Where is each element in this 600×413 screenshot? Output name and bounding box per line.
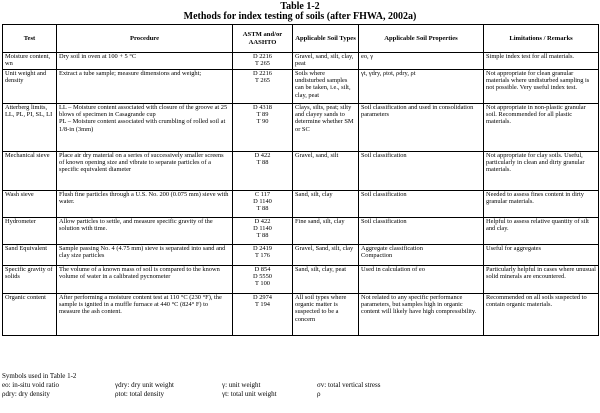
table-row (3, 218, 599, 245)
symbol-void-ratio: eo: in-situ void ratio (2, 381, 59, 389)
soil-types-cell: Sand, silt, clay, peat (293, 266, 359, 294)
symbol-unit-weight: γ: unit weight (222, 381, 261, 389)
soil-properties-cell: Used in calculation of eo (359, 266, 484, 294)
remarks-cell: Needed to assess fines content in dirty granular materials. (484, 191, 599, 218)
astm-cell: D 2216 T 265 (233, 70, 293, 104)
procedure-cell: The volume of a known mass of soil is compared to the known volume of water in a calibrated pycnometer (57, 266, 233, 294)
test-cell: Specific gravity of solids (3, 266, 57, 294)
test-cell: Mechanical sieve (3, 152, 57, 191)
symbol-dry-unit-weight: γdry: dry unit weight (115, 381, 174, 389)
table-row (3, 294, 599, 336)
header-soil-properties: Applicable Soil Properties (359, 25, 484, 53)
soil-properties-cell: Soil classification (359, 191, 484, 218)
table-header-row (3, 25, 599, 53)
test-cell: Unit weight and density (3, 70, 57, 104)
test-cell: Organic content (3, 294, 57, 336)
procedure-cell: Allow particles to settle, and measure specific gravity of the solution with time. (57, 218, 233, 245)
test-cell: Moisture content, wn (3, 53, 57, 70)
remarks-cell: Helpful to assess relative quantity of silt and clay. (484, 218, 599, 245)
soil-properties-cell: Soil classification (359, 218, 484, 245)
remarks-cell: Simple index test for all materials. (484, 53, 599, 70)
remarks-cell: Not appropriate for clay soils. Useful, particularly in clean and dirty granular materials. (484, 152, 599, 191)
table-row (3, 70, 599, 104)
soil-properties-cell: eo, γ (359, 53, 484, 70)
symbol-total-density: ρtot: total density (115, 390, 164, 398)
soil-types-cell: Fine sand, silt, clay (293, 218, 359, 245)
remarks-cell: Useful for aggregates (484, 245, 599, 266)
table-row (3, 53, 599, 70)
remarks-cell: Recommended on all soils suspected to contain organic materials. (484, 294, 599, 336)
astm-cell: C 117 D 1140 T 88 (233, 191, 293, 218)
symbols-row-2 (2, 390, 321, 399)
procedure-cell: Sample passing No. 4 (4.75 mm) sieve is separated into sand and clay size particles (57, 245, 233, 266)
procedure-cell: Dry soil in oven at 100 + 5 °C (57, 53, 233, 70)
procedure-cell: Place air dry material on a series of successively smaller screens of known opening size and vibrate to separate particles of a specific equivalent diameter (57, 152, 233, 191)
test-cell: Sand Equivalent (3, 245, 57, 266)
table-number: Table 1-2 (280, 1, 320, 12)
soil-properties-cell: Soil classification (359, 152, 484, 191)
soil-types-cell: Gravel, Sand, silt, clay (293, 245, 359, 266)
soil-types-cell: Clays, silts, peat; silty and clayey sands to determine whether SM or SC (293, 104, 359, 152)
header-soil-types: Applicable Soil Types (293, 25, 359, 53)
astm-cell: D 2216 T 265 (233, 53, 293, 70)
table-row (3, 245, 599, 266)
procedure-cell: Extract a tube sample; measure dimensions and weight; (57, 70, 233, 104)
test-cell: Wash sieve (3, 191, 57, 218)
header-astm: ASTM and/or AASHTO (233, 25, 293, 53)
table-row (3, 266, 599, 294)
astm-cell: D 2974 T 194 (233, 294, 293, 336)
symbol-total-unit-weight: γt: total unit weight (222, 390, 277, 398)
astm-cell: D 422 T 88 (233, 152, 293, 191)
table-row (3, 152, 599, 191)
remarks-cell: Not appropriate in non-plastic granular soil. Recommended for all plastic materials. (484, 104, 599, 152)
astm-cell: D 422 D 1140 T 88 (233, 218, 293, 245)
remarks-cell: Not appropriate for clean granular materials where undisturbed sampling is not possible. Very useful index test. (484, 70, 599, 104)
soil-types-cell: Soils where undisturbed samples can be taken, i.e., silt, clay, peat (293, 70, 359, 104)
header-procedure: Procedure (57, 25, 233, 53)
test-cell: Hydrometer (3, 218, 57, 245)
procedure-cell: LL – Moisture content associated with closure of the groove at 25 blows of specimen in Casagrande cup PL – Moisture content associated with crumbling of rolled soil at 1/8-in (3mm) (57, 104, 233, 152)
symbols-row-1 (2, 381, 380, 390)
symbol-vertical-stress: σv: total vertical stress (317, 381, 381, 389)
table-row (3, 104, 599, 152)
procedure-cell: Flush fine particles through a U.S. No. 200 (0.075 mm) sieve with water. (57, 191, 233, 218)
soil-types-cell: All soil types where organic matter is suspected to be a concern (293, 294, 359, 336)
soil-types-cell: Gravel, sand, silt, clay, peat (293, 53, 359, 70)
soil-types-cell: Gravel, sand, silt (293, 152, 359, 191)
symbol-dry-density: ρdry: dry density (2, 390, 50, 398)
soil-properties-cell: γt, γdry, ρtot, ρdry, ρt (359, 70, 484, 104)
table-title: Methods for index testing of soils (after FHWA, 2002a) (183, 11, 417, 22)
header-test: Test (3, 25, 57, 53)
remarks-cell: Particularly helpful in cases where unusual solid minerals are encountered. (484, 266, 599, 294)
astm-cell: D 854 D 5550 T 100 (233, 266, 293, 294)
header-remarks: Limitations / Remarks (484, 25, 599, 53)
astm-cell: D 4318 T 89 T 90 (233, 104, 293, 152)
index-testing-table (2, 24, 599, 336)
soil-properties-cell: Aggregate classification Compaction (359, 245, 484, 266)
astm-cell: D 2419 T 176 (233, 245, 293, 266)
symbol-rho: ρ (317, 390, 321, 398)
test-cell: Atterberg limits, LL, PL, PI, SL, LI (3, 104, 57, 152)
table-row (3, 191, 599, 218)
soil-properties-cell: Soil classification and used in consolidation parameters (359, 104, 484, 152)
procedure-cell: After performing a moisture content test at 110 °C (230 °F), the sample is ignited in a muffle furnace at 440 °C (824° F) to measure the ash content. (57, 294, 233, 336)
soil-properties-cell: Not related to any specific performance parameters, but samples high in organic content will likely have high compressibility. (359, 294, 484, 336)
soil-types-cell: Sand, silt, clay (293, 191, 359, 218)
symbols-title: Symbols used in Table 1-2 (2, 372, 77, 380)
